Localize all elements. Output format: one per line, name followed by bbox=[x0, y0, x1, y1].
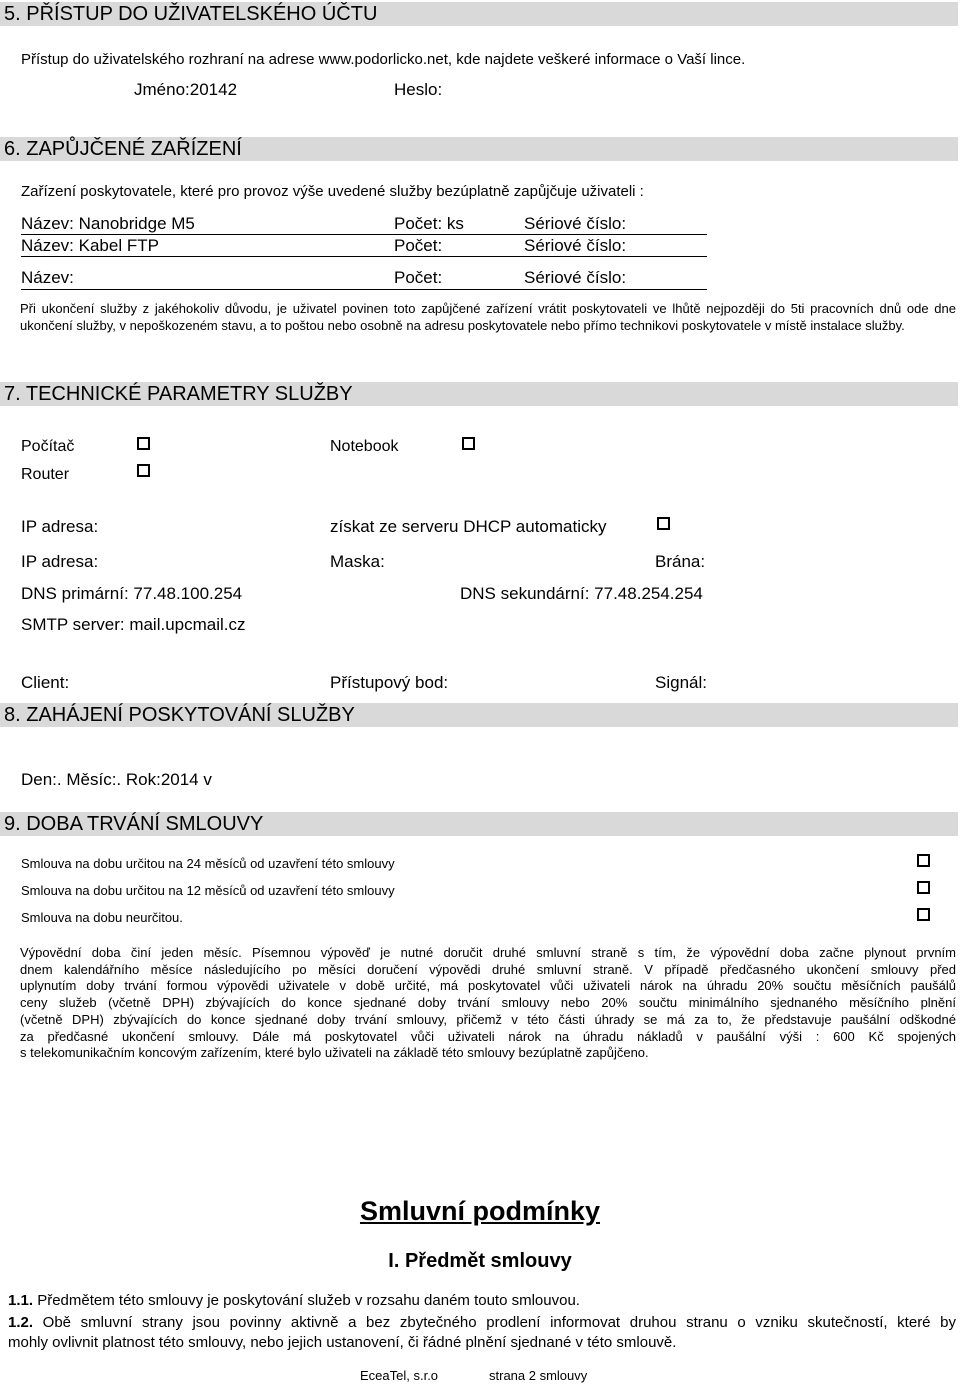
ip-address-label-2: IP adresa: bbox=[21, 552, 99, 571]
clause-1-2-line bbox=[8, 1313, 956, 1333]
equipment-row-2-count: Počet: bbox=[394, 236, 443, 255]
equipment-row-1-name: Název: Nanobridge M5 bbox=[21, 214, 195, 233]
notice-line: za předčasné ukončení smlouvy. Dále má poskytovatel vůči uživateli nárok na úhradu nákladů v paušální výši : 600 Kč spojených bbox=[20, 1028, 956, 1044]
dhcp-label: získat ze serveru DHCP automaticky bbox=[330, 517, 607, 536]
router-checkbox[interactable] bbox=[137, 464, 150, 477]
section-8-heading: 8. ZAHÁJENÍ POSKYTOVÁNÍ SLUŽBY bbox=[0, 703, 958, 727]
notice-line: uplynutím doby trvání formou výpovědi uživatele v době určité, má poskytovatel vůči uživateli nárok na úhradu 20% součtu měsíčních paušálů bbox=[20, 978, 956, 994]
clause-1-1-text: Předmětem této smlouvy je poskytování služeb v rozsahu daném touto smlouvou. bbox=[37, 1292, 580, 1309]
gateway-label: Brána: bbox=[655, 552, 706, 571]
clause-1-2-text-b: mohly ovlivnit platnost této smlouvy, nebo jejich ustanovení, či řádné plnění sjednané v této smlouvě. bbox=[8, 1334, 677, 1351]
clause-1-1-number: 1.1. bbox=[8, 1292, 34, 1309]
duration-24-checkbox[interactable] bbox=[917, 854, 930, 867]
section-5-heading: 5. PŘÍSTUP DO UŽIVATELSKÉHO ÚČTU bbox=[0, 2, 958, 26]
service-start-date: Den:. Měsíc:. Rok:2014 v bbox=[21, 770, 212, 789]
equipment-return-note: Při ukončení služby z jakéhokoliv důvodu, je uživatel povinen toto zapůjčené zařízení vrátit poskytovateli ve lhůtě nejpozději do 5ti pracovních dnů ode dne ukončení služby, v nepoškozeném stavu, a to poštou nebo osobně na adresu poskytovatele nebo přímo technikovi poskytovatele v místě instalace služby. bbox=[20, 301, 956, 333]
equipment-row-3-serial: Sériové číslo: bbox=[524, 268, 627, 287]
duration-option-12: Smlouva na dobu určitou na 12 měsíců od uzavření této smlouvy bbox=[21, 883, 395, 898]
ip-address-label-1: IP adresa: bbox=[21, 517, 99, 536]
section-7-heading: 7. TECHNICKÉ PARAMETRY SLUŽBY bbox=[0, 382, 958, 406]
equipment-intro-text: Zařízení poskytovatele, které pro provoz výše uvedené služby bezúplatně zapůjčuje uživateli : bbox=[21, 183, 644, 200]
pc-label: Počítač bbox=[21, 438, 75, 455]
section-6-heading: 6. ZAPŮJČENÉ ZAŘÍZENÍ bbox=[0, 137, 958, 161]
notice-line: ceny služeb (včetně DPH) zbývajících do konce sjednané doby trvání smlouvy nebo 20% součtu minimálního sjednaného měsíčního plnění bbox=[20, 995, 956, 1011]
smtp-server: SMTP server: mail.upcmail.cz bbox=[21, 615, 246, 634]
login-password: Heslo: bbox=[394, 80, 443, 99]
login-name: Jméno:20142 bbox=[134, 80, 238, 99]
equipment-row-3-underline bbox=[21, 289, 707, 290]
clause-1-2-number: 1.2. bbox=[8, 1314, 34, 1331]
clause-1-2-text-a: Obě smluvní strany jsou povinny aktivně a bez zbytečného prodlení informovat druhou stranu o vzniku skutečností, které by bbox=[42, 1314, 957, 1331]
footer-company: EceaTel, s.r.o bbox=[360, 1368, 439, 1383]
equipment-row-2-name: Název: Kabel FTP bbox=[21, 236, 159, 255]
notebook-checkbox[interactable] bbox=[462, 437, 475, 450]
duration-option-indefinite: Smlouva na dobu neurčitou. bbox=[21, 910, 183, 925]
router-label: Router bbox=[21, 466, 70, 483]
notice-line: s telekomunikačním koncovým zařízením, které bylo uživateli na základě této smlouvy bezúplatně zapůjčeno. bbox=[20, 1045, 649, 1061]
footer-page: strana 2 smlouvy bbox=[489, 1368, 588, 1383]
terms-title: Smluvní podmínky bbox=[359, 1196, 601, 1226]
client-label: Client: bbox=[21, 673, 70, 692]
clause-1-1 bbox=[8, 1292, 580, 1309]
dhcp-checkbox[interactable] bbox=[657, 517, 670, 530]
equipment-row-2-serial: Sériové číslo: bbox=[524, 236, 627, 255]
dns-secondary: DNS sekundární: 77.48.254.254 bbox=[460, 584, 703, 603]
terms-subtitle: I. Předmět smlouvy bbox=[388, 1250, 572, 1272]
equipment-intro bbox=[21, 183, 644, 200]
mask-label: Maska: bbox=[330, 552, 385, 571]
equipment-row-3-count: Počet: bbox=[394, 268, 443, 287]
notice-line: Výpovědní doba činí jeden měsíc. Písemnou výpověď je nutné doručit druhé smluvní straně s tím, že výpovědní doba začne plynout prvním bbox=[20, 945, 956, 960]
duration-option-24: Smlouva na dobu určitou na 24 měsíců od uzavření této smlouvy bbox=[21, 856, 395, 871]
pc-checkbox[interactable] bbox=[137, 437, 150, 450]
equipment-row-1-serial: Sériové číslo: bbox=[524, 214, 627, 233]
equipment-row-3-name: Název: bbox=[21, 268, 74, 287]
account-access-intro: Přístup do uživatelského rozhraní na adrese www.podorlicko.net, kde najdete veškeré informace o Vaší lince. bbox=[21, 51, 746, 68]
notice-line: dnem kalendářního měsíce následujícího po měsíci doručení výpovědi druhé smluvní straně. V případě předčasného ukončení smlouvy před bbox=[20, 961, 956, 977]
clause-1-2 bbox=[8, 1313, 956, 1353]
notice-period-paragraph bbox=[20, 945, 956, 1062]
equipment-row-1-count: Počet: ks bbox=[394, 214, 464, 233]
notice-line: (včetně DPH) zbývajících do konce sjednané doby trvání smlouvy, přičemž v této části úhrady se má za to, že představuje paušální odškodné bbox=[20, 1011, 956, 1027]
duration-12-checkbox[interactable] bbox=[917, 881, 930, 894]
section-9-heading: 9. DOBA TRVÁNÍ SMLOUVY bbox=[0, 812, 958, 836]
duration-indefinite-checkbox[interactable] bbox=[917, 908, 930, 921]
signal-label: Signál: bbox=[655, 673, 707, 692]
equipment-row-2-underline bbox=[21, 256, 707, 257]
notebook-label: Notebook bbox=[330, 438, 399, 455]
equipment-row-1-underline bbox=[21, 234, 707, 235]
access-point-label: Přístupový bod: bbox=[330, 673, 449, 692]
dns-primary: DNS primární: 77.48.100.254 bbox=[21, 584, 243, 603]
